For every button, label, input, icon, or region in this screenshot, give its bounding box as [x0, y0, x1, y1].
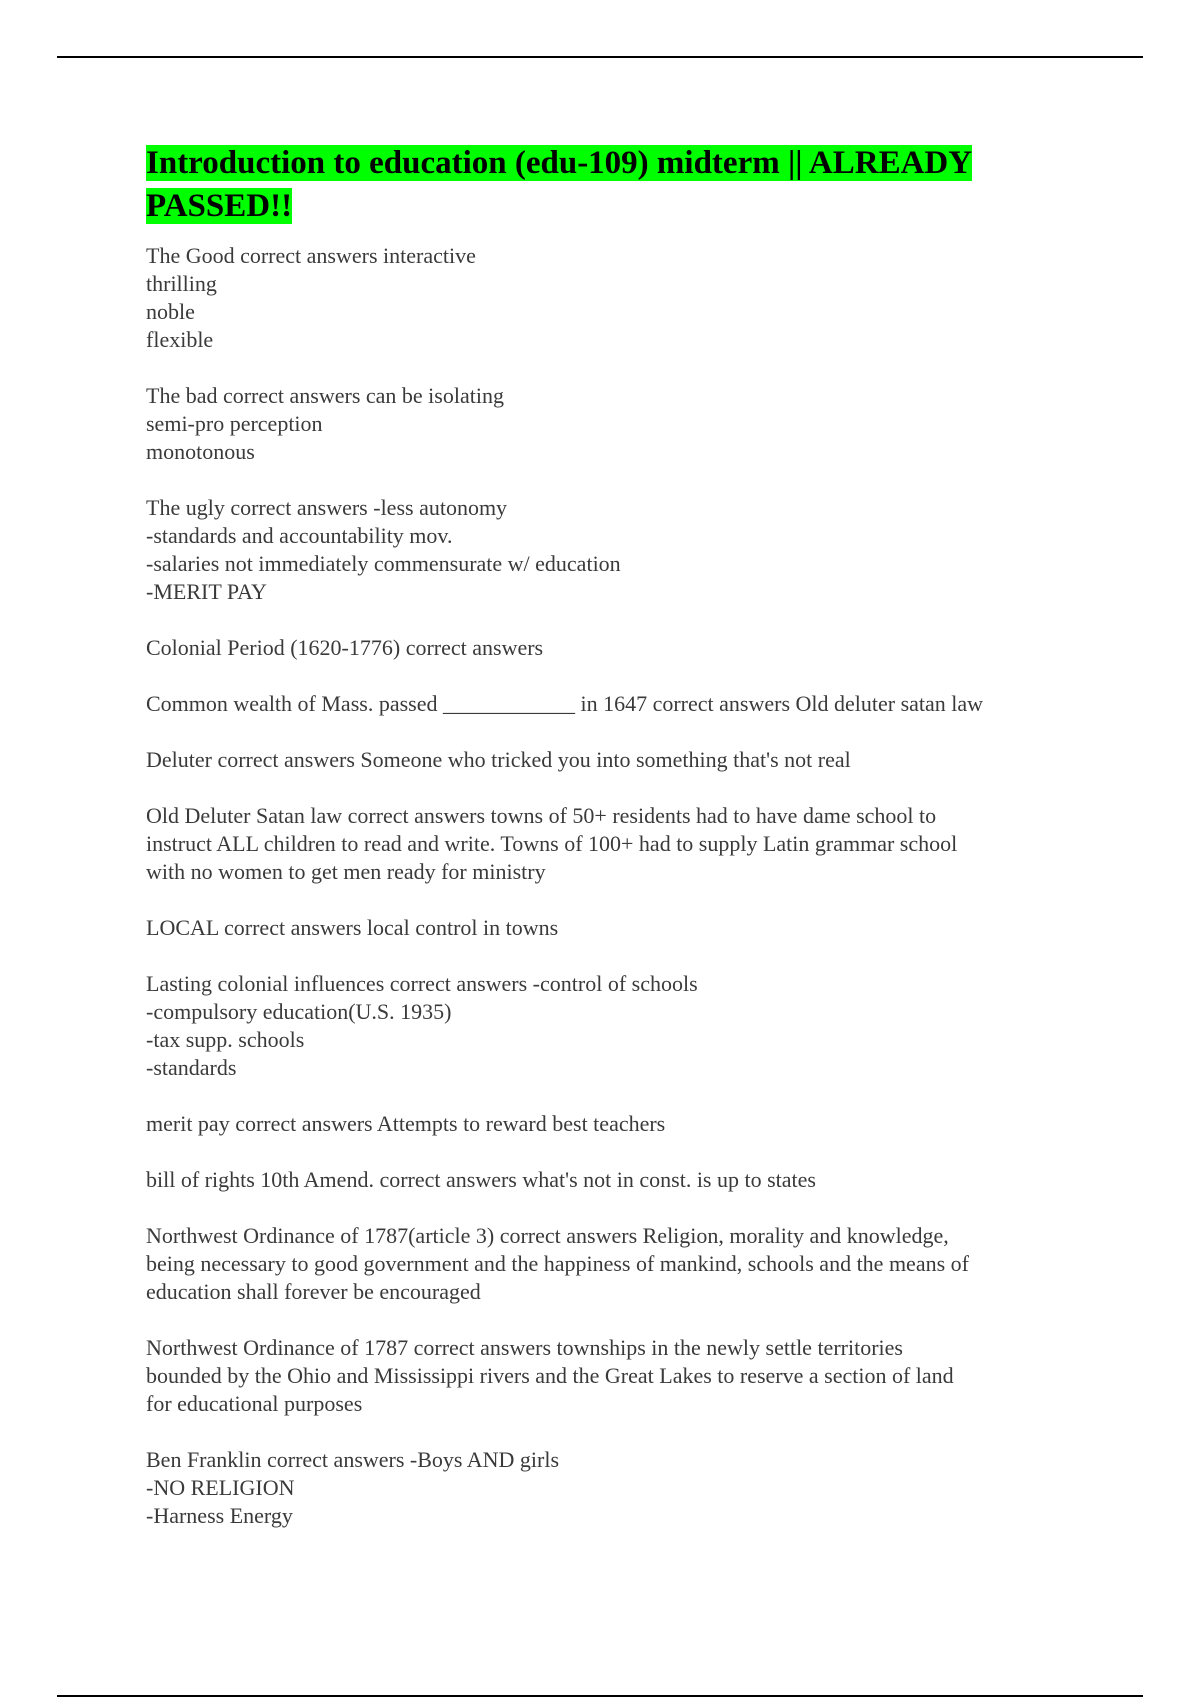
qa-line: Northwest Ordinance of 1787(article 3) correct answers Religion, morality and knowledge,: [146, 1223, 949, 1248]
document-body: [146, 142, 1076, 1558]
qa-line: LOCAL correct answers local control in towns: [146, 915, 559, 940]
qa-entry: [146, 382, 1076, 466]
qa-entry: [146, 1446, 1076, 1530]
qa-line: with no women to get men ready for ministry: [146, 859, 546, 884]
qa-line: Northwest Ordinance of 1787 correct answers townships in the newly settle territories: [146, 1335, 903, 1360]
qa-line: Lasting colonial influences correct answers -control of schools: [146, 971, 698, 996]
qa-line: -NO RELIGION: [146, 1475, 295, 1500]
qa-line: flexible: [146, 327, 214, 352]
qa-line: monotonous: [146, 439, 255, 464]
qa-entry: [146, 494, 1076, 606]
qa-line: merit pay correct answers Attempts to reward best teachers: [146, 1111, 666, 1136]
qa-line: -salaries not immediately commensurate w/ education: [146, 551, 621, 576]
qa-line: -Harness Energy: [146, 1503, 293, 1528]
qa-entry: [146, 1222, 1076, 1306]
qa-line: thrilling: [146, 271, 217, 296]
qa-entry: [146, 242, 1076, 354]
qa-line: -standards: [146, 1055, 237, 1080]
qa-line: Colonial Period (1620-1776) correct answers: [146, 635, 544, 660]
header-rule: [57, 56, 1143, 58]
qa-line: Ben Franklin correct answers -Boys AND girls: [146, 1447, 560, 1472]
qa-entry: [146, 802, 1076, 886]
qa-list: [146, 242, 1076, 1530]
qa-line: -compulsory education(U.S. 1935): [146, 999, 452, 1024]
title-line-2: PASSED!!: [146, 188, 293, 224]
qa-line: for educational purposes: [146, 1391, 363, 1416]
qa-line: The Good correct answers interactive: [146, 243, 476, 268]
qa-line: instruct ALL children to read and write. Towns of 100+ had to supply Latin grammar school: [146, 831, 958, 856]
qa-line: -tax supp. schools: [146, 1027, 305, 1052]
qa-entry: [146, 746, 1076, 774]
qa-entry: [146, 1110, 1076, 1138]
qa-line: The bad correct answers can be isolating: [146, 383, 504, 408]
qa-line: being necessary to good government and the happiness of mankind, schools and the means of: [146, 1251, 969, 1276]
qa-line: The ugly correct answers -less autonomy: [146, 495, 508, 520]
qa-entry: [146, 1166, 1076, 1194]
qa-line: bounded by the Ohio and Mississippi rivers and the Great Lakes to reserve a section of land: [146, 1363, 954, 1388]
qa-entry: [146, 914, 1076, 942]
qa-entry: [146, 970, 1076, 1082]
qa-line: bill of rights 10th Amend. correct answers what's not in const. is up to states: [146, 1167, 816, 1192]
qa-line: semi-pro perception: [146, 411, 323, 436]
qa-entry: [146, 1334, 1076, 1418]
title-line-1: Introduction to education (edu-109) midterm || ALREADY: [146, 145, 973, 181]
qa-line: noble: [146, 299, 195, 324]
qa-line: Deluter correct answers Someone who tricked you into something that's not real: [146, 747, 851, 772]
qa-entry: [146, 634, 1076, 662]
document-title: [146, 142, 1076, 228]
qa-line: education shall forever be encouraged: [146, 1279, 481, 1304]
qa-line: Old Deluter Satan law correct answers towns of 50+ residents had to have dame school to: [146, 803, 937, 828]
qa-entry: [146, 690, 1076, 718]
qa-line: -MERIT PAY: [146, 579, 267, 604]
qa-line: -standards and accountability mov.: [146, 523, 453, 548]
footer-rule: [57, 1695, 1143, 1697]
qa-line: Common wealth of Mass. passed ____________ in 1647 correct answers Old deluter satan law: [146, 691, 984, 716]
title-highlight: [146, 145, 972, 224]
